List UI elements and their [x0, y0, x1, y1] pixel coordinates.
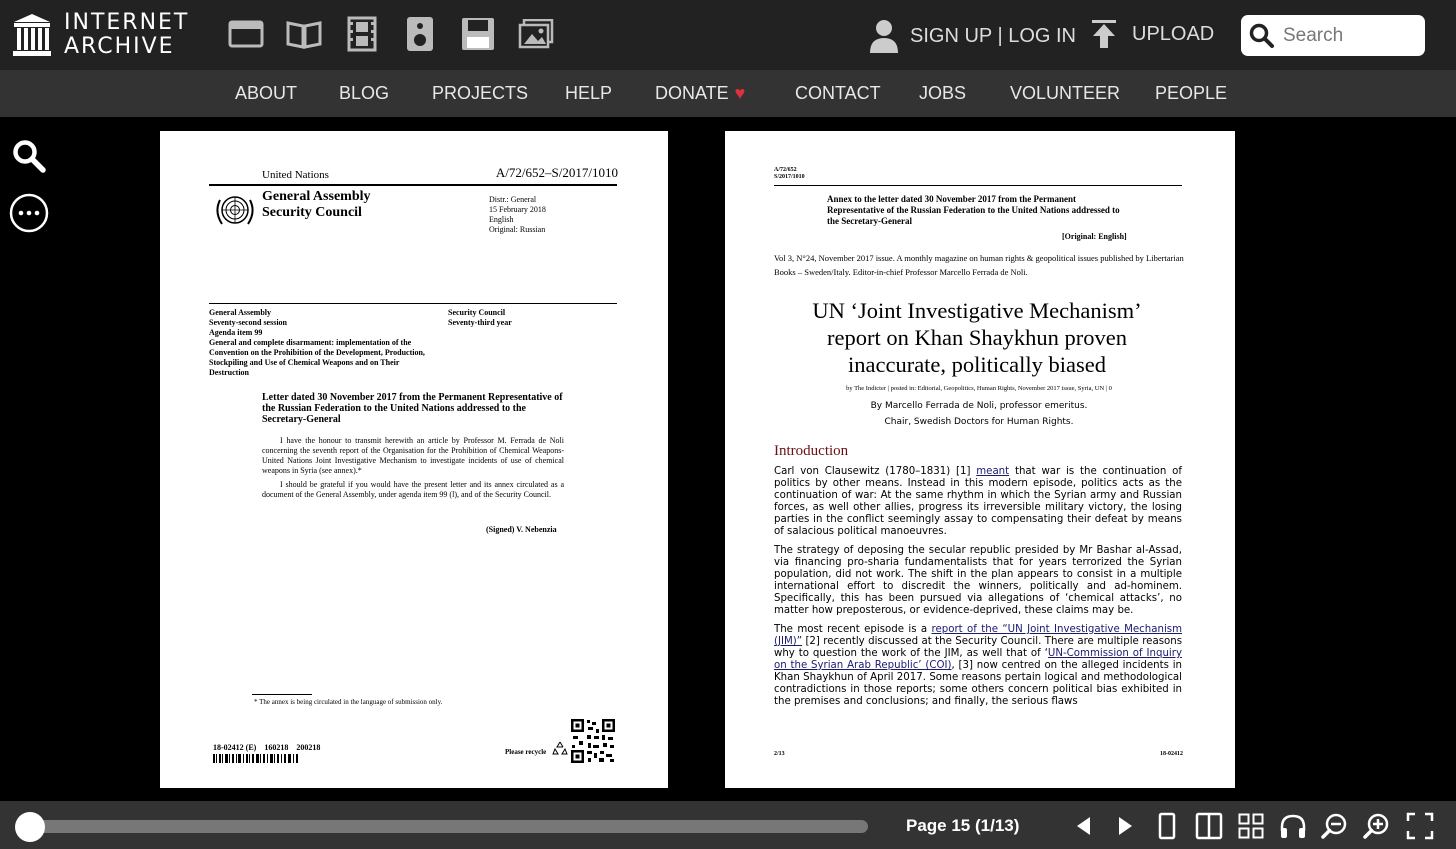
original-language: Original: Russian [489, 225, 546, 234]
arrow-right-icon [1115, 815, 1135, 837]
video-film-icon[interactable] [344, 16, 380, 52]
ga-session: Seventy-second session [209, 318, 288, 327]
page-slider-track[interactable] [30, 820, 868, 833]
article-byline: by The Indicter | posted in: Editorial, Geopolitics, Human Rights, November 2017 issue, Syria, UN | 0 [846, 385, 1112, 392]
letter-paragraph-1: I have the honour to transmit herewith an article by Professor M. Ferrada de Noli concerning the seventh report of the Organisation for the Prohibition of Chemical Weapons-United Nations Joint Investigative Mechanism to investigate incidents of use of chemical weapons in Syria (see annex).* [262, 436, 564, 475]
annex-original: [Original: English] [1062, 232, 1127, 241]
top-bar [0, 0, 1456, 70]
un-emblem-icon [212, 190, 258, 230]
magnifier-icon [11, 138, 47, 174]
two-page-view-button[interactable] [1194, 811, 1224, 841]
arrow-left-icon [1074, 815, 1094, 837]
sc-year: Seventy-third year [448, 318, 512, 327]
article-author: By Marcello Ferrada de Noli, professor emeritus. [870, 401, 1088, 411]
log-in-link[interactable]: LOG IN [1008, 24, 1076, 47]
book-page-right[interactable] [725, 131, 1235, 788]
search-box[interactable] [1241, 15, 1425, 56]
page-slider-handle[interactable] [15, 812, 45, 842]
sc-label: Security Council [448, 308, 506, 317]
page-indicator: Page 15 (1/13) [906, 816, 1020, 835]
nav-contact[interactable]: CONTACT [795, 83, 881, 103]
more-options-button[interactable] [9, 193, 49, 233]
organ-security-council: Security Council [262, 205, 362, 220]
upload-icon [1090, 18, 1118, 50]
nav-bar [0, 70, 1456, 117]
thumbnail-view-button[interactable] [1236, 811, 1266, 841]
p3-text-a: The most recent episode is a [774, 624, 932, 635]
annex-title: Annex to the letter dated 30 November 2017 from the Permanent Representative of the Russian Federation to the United Nations addressed to the Secretary-General [827, 194, 1120, 226]
recycle-icon [552, 740, 568, 756]
web-icon[interactable] [228, 16, 264, 52]
nav-volunteer[interactable]: VOLUNTEER [1010, 83, 1121, 103]
separator: | [997, 24, 1003, 47]
p1-text-b: that war is the continuation of politics by other means. Instead in this modern episode, politics acts as the continuation of war: At the same rhythm in which the Syrian army and Russian forces, as well other allies, progress its irreversible military victory, the losing parties in the conflict seemingly assay to compensating their defeat by means of salacious political manoeuvres. [774, 466, 1182, 537]
two-page-icon [1195, 812, 1223, 840]
author-chair: Chair, Swedish Doctors for Human Rights. [884, 417, 1074, 427]
texts-book-icon[interactable] [286, 16, 322, 52]
distribution: Distr.: General [489, 195, 537, 204]
zoom-in-button[interactable] [1362, 811, 1392, 841]
images-icon[interactable] [518, 16, 554, 52]
search-inside-button[interactable] [9, 136, 49, 176]
right-doc-number: 18-02412 [1160, 751, 1183, 757]
grid-icon [1238, 813, 1264, 839]
fullscreen-icon [1406, 812, 1434, 840]
zoom-out-button[interactable] [1320, 811, 1350, 841]
fullscreen-button[interactable] [1405, 811, 1435, 841]
nav-blog[interactable]: BLOG [339, 83, 390, 103]
next-page-button[interactable] [1110, 811, 1140, 841]
user-icon [868, 18, 900, 54]
document-symbol: A/72/652–S/2017/1010 [495, 165, 618, 180]
signature: (Signed) V. Nebenzia [486, 525, 557, 534]
right-symbol-2: S/2017/1010 [774, 174, 805, 180]
document-number: 18-02412 (E) 160218 200218 [213, 743, 321, 752]
logo-line1: INTERNET [64, 10, 190, 35]
document-language: English [489, 215, 514, 224]
distribution-date: 15 February 2018 [489, 205, 546, 214]
bottom-bar [0, 801, 1456, 849]
letter-title: Letter dated 30 November 2017 from the Permanent Representative of the Russian Federation to the United Nations addressed to the Secretary-General [262, 392, 563, 425]
intro-paragraph-2: The strategy of deposing the secular republic presided by Mr Bashar al-Assad, via financing pro-sharia fundamentalists that for years terrorized the Syrian population, did not work. The shift in the plan appears to consist in a multiple international effort to discredit the winners, politically and ad-hominem. Specifically, this has been pursued via allegations of ‘chemical attacks’, no matter how preposterous, or evidence-deprived, these claims may be. [774, 545, 1182, 616]
un-title: United Nations [262, 169, 329, 181]
footnote: * The annex is being circulated in the language of submission only. [254, 698, 443, 706]
internet-archive-logo[interactable] [12, 10, 189, 60]
right-symbol-1: A/72/652 [774, 167, 797, 173]
nav-jobs[interactable]: JOBS [919, 83, 967, 103]
single-page-icon [1157, 812, 1177, 840]
heart-icon: ♥ [734, 83, 746, 103]
coi-link[interactable]: UN-Commission of Inquiry on the Syrian Arab Republic’ (COI) [774, 648, 1182, 671]
search-icon [1249, 23, 1275, 49]
header-rule [209, 184, 617, 186]
letter-paragraph-2: I should be grateful if you would have the present letter and its annex circulated as a document of the General Assembly, under agenda item 99 (l), and of the Security Council. [262, 480, 564, 499]
meant-link[interactable]: meant [976, 466, 1010, 477]
nav-projects[interactable]: PROJECTS [432, 83, 529, 103]
article-headline: UN ‘Joint Investigative Mechanism’ report on Khan Shaykhun proven inaccurate, politically biased [812, 298, 1142, 377]
section-rule [209, 303, 617, 304]
nav-people[interactable]: PEOPLE [1155, 83, 1228, 103]
p3-text-b: [2] recently discussed at the Security Council. There are multiple reasons why to question the work of the JIM, as well that of ‘ [774, 636, 1182, 659]
p3-text-c: , [3] now centred on the alleged incidents in Khan Shaykhun of April 2017. Some reasons pertain logical and methodological contradictions in those reports; some others concern political bias exhibited in the premises and conclusions; and finally, the serious flaws [774, 660, 1182, 707]
right-page-number: 2/13 [774, 751, 785, 757]
logo-line2: ARCHIVE [64, 34, 175, 59]
intro-paragraph-1 [774, 466, 1182, 538]
nav-donate-label: DONATE [655, 83, 729, 103]
intro-paragraph-3 [774, 624, 1182, 708]
user-account[interactable] [868, 18, 1076, 54]
zoom-in-icon [1363, 812, 1391, 840]
p1-text-a: Carl von Clausewitz (1780–1831) [1] [774, 466, 977, 477]
book-page-left[interactable] [160, 131, 668, 788]
ga-label: General Assembly [209, 308, 271, 317]
agenda-title: General and complete disarmament: implementation of the Convention on the Prohibition of the Development, Production, Stockpiling and Use of Chemical Weapons and on Their Destruction [209, 338, 425, 377]
qr-code-icon [570, 718, 616, 764]
organ-general-assembly: General Assembly [262, 189, 371, 204]
footnote-rule [252, 694, 312, 695]
intro-heading: Introduction [774, 443, 849, 459]
agenda-item: Agenda item 99 [209, 328, 263, 337]
barcode-icon [213, 754, 299, 763]
recycle-note: Please recycle [505, 748, 547, 756]
nav-help[interactable]: HELP [565, 83, 613, 103]
software-floppy-icon[interactable] [460, 16, 496, 52]
previous-page-button[interactable] [1069, 811, 1099, 841]
nav-donate[interactable] [655, 83, 745, 104]
upload-button[interactable] [1090, 18, 1214, 50]
ellipsis-icon [9, 193, 49, 233]
search-input[interactable] [1283, 25, 1413, 47]
nav-about[interactable]: ABOUT [235, 83, 298, 103]
sign-up-link[interactable]: SIGN UP [910, 24, 992, 47]
upload-label: UPLOAD [1132, 22, 1215, 45]
headphones-icon [1279, 813, 1307, 839]
zoom-out-icon [1321, 812, 1349, 840]
read-aloud-button[interactable] [1278, 811, 1308, 841]
one-page-view-button[interactable] [1152, 811, 1182, 841]
magazine-info: Vol 3, N°24, November 2017 issue. A monthly magazine on human rights & geopolitical issues published by Libertarian Books – Sweden/Italy. Editor-in-chief Professor Marcello Ferrada de Noli. [774, 253, 1184, 277]
archive-building-icon [12, 12, 52, 58]
jim-report-link[interactable]: report of the “UN Joint Investigative Mechanism (JIM)” [774, 624, 1182, 647]
audio-speaker-icon[interactable] [402, 16, 438, 52]
right-header-rule [774, 185, 1182, 186]
